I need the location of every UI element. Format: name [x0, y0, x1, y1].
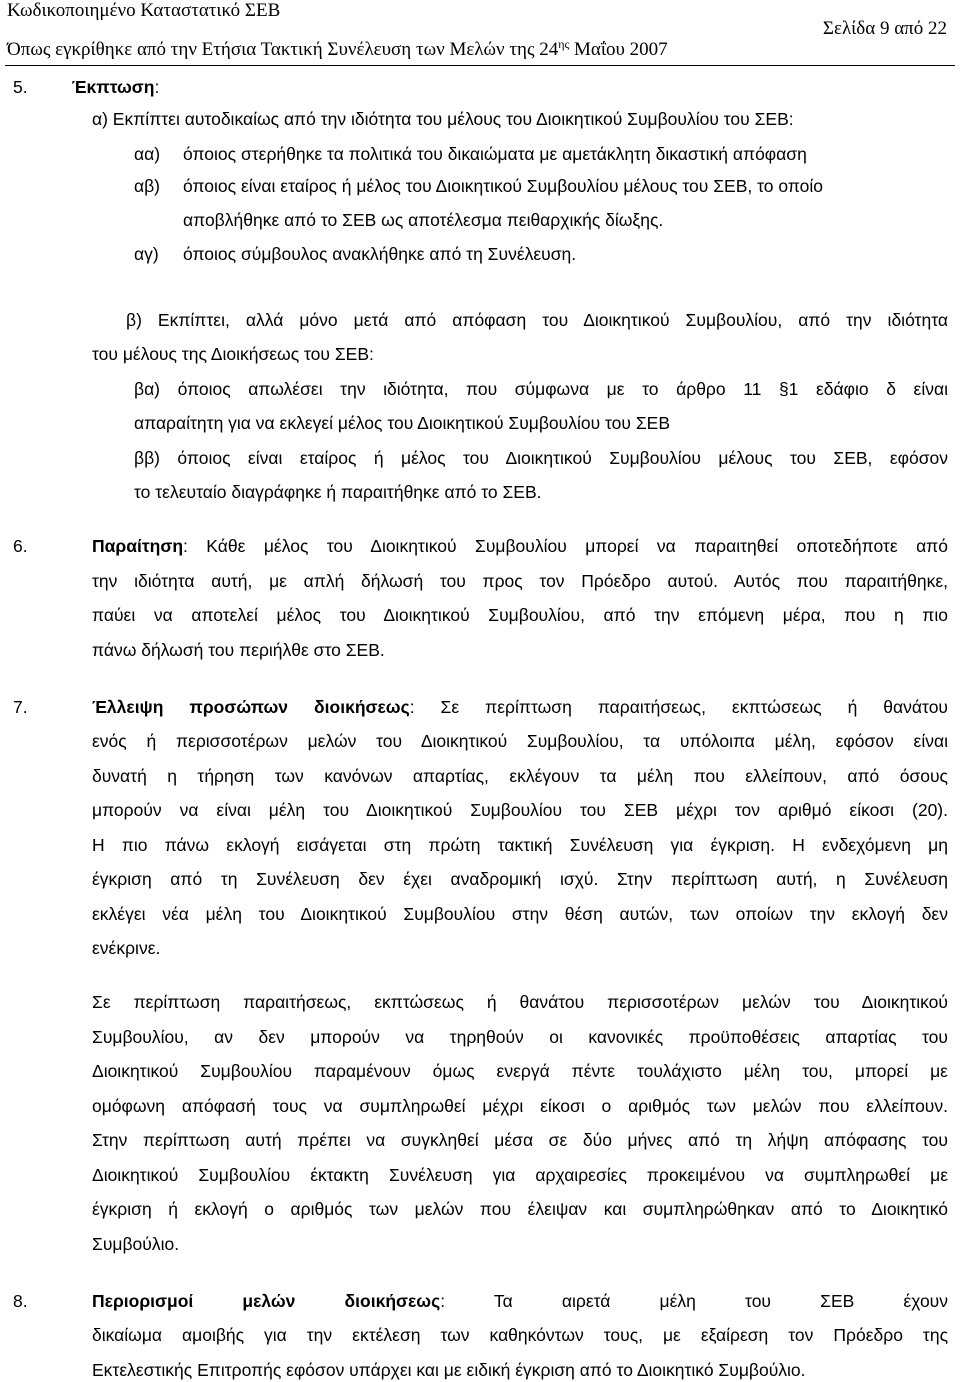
item-aa-text: όποιος στερήθηκε τα πολιτικά του δικαιώματα με αμετάκλητη δικαστική απόφαση	[183, 144, 807, 164]
section-7-para2-line: Στην περίπτωση αυτή πρέπει να συγκληθεί μέσα σε δύο μήνες από τη λήψη απόφασης του	[92, 1130, 948, 1150]
section-7-para2-line: Διοικητικού Συμβουλίου παραμένουν όμως ενεργά πέντε τουλάχιστο μέλη του, μπορεί με	[92, 1061, 948, 1081]
section-7-para2-line: Συμβουλίου, αν δεν μπορούν να τηρηθούν οι κανονικές προϋποθέσεις απαρτίας του	[92, 1027, 948, 1047]
section-7-line: δυνατή η τήρηση των κανόνων απαρτίας, εκλέγουν τα μέλη που ελλείπουν, από όσους	[92, 766, 948, 786]
section-6-line-3: παύει να αποτελεί μέλος του Διοικητικού Συμβουλίου, από την επόμενη μέρα, που η πιο	[92, 605, 948, 625]
section-heading: Έκπτωση	[71, 77, 155, 97]
section-6-number: 6.	[13, 536, 28, 556]
section-5-heading-line: 5. Έκπτωση:	[13, 77, 160, 97]
section-7-line: μπορούν να είναι μέλη του Διοικητικού Συμβουλίου του ΣΕΒ μέχρι τον αριθμό είκοσι (20).	[92, 800, 948, 820]
item-ab-text-2: αποβλήθηκε από το ΣΕΒ ως αποτέλεσμα πειθαρχικής δίωξης.	[183, 210, 664, 230]
section-6-line-1: Παραίτηση: Κάθε μέλος του Διοικητικού Συμβουλίου μπορεί να παραιτηθεί οποτεδήποτε από	[92, 536, 948, 556]
document-subtitle	[7, 39, 668, 61]
section-7-para2-line: έγκριση ή εκλογή ο αριθμός των μελών που έλειψαν και συμπληρώθηκαν από το Διοικητικό	[92, 1199, 948, 1219]
section-7-line: έγκριση από τη Συνέλευση δεν έχει αναδρομική ισχύ. Στην περίπτωση αυτή, η Συνέλευση	[92, 869, 948, 889]
page-header	[0, 0, 960, 70]
header-divider	[5, 65, 955, 66]
item-ab-text-1: όποιος είναι εταίρος ή μέλος του Διοικητικού Συμβουλίου μέλους του ΣΕΒ, το οποίο	[183, 176, 824, 196]
section-8-line-1: Περιορισμοί μελών διοικήσεως: Τα αιρετά μέλη του ΣΕΒ έχουν	[92, 1291, 948, 1311]
section-6-line-2: την ιδιότητα αυτή, με απλή δήλωσή του προς τον Πρόεδρο αυτού. Αυτός που παραιτήθηκε,	[92, 571, 948, 591]
subtitle-ordinal-suffix: ης	[558, 37, 570, 51]
section-5-b-line-1: β) Εκπίπτει, αλλά μόνο μετά από απόφαση του Διοικητικού Συμβουλίου, από την ιδιότητα	[126, 310, 948, 330]
section-7-para2-line: ομόφωνη απόφασή τους να συμπληρωθεί μέχρι είκοσι ο αριθμός των μελών που ελλείπουν.	[92, 1096, 948, 1116]
section-8-number: 8.	[13, 1291, 28, 1311]
section-7-para2-line: Συμβούλιο.	[92, 1234, 180, 1254]
item-ab-label: αβ)	[134, 176, 161, 196]
item-aa-label: αα)	[134, 144, 161, 164]
section-8-heading: Περιορισμοί μελών διοικήσεως	[92, 1291, 441, 1311]
item-ag-text: όποιος σύμβουλος ανακλήθηκε από τη Συνέλευση.	[183, 244, 577, 264]
document-title: Κωδικοποιημένο Καταστατικό ΣΕΒ	[7, 0, 281, 21]
section-6-heading: Παραίτηση	[92, 536, 184, 556]
section-7-line: ενός ή περισσοτέρων μελών του Διοικητικού Συμβουλίου, τα υπόλοιπα μέλη, εφόσον είναι	[92, 731, 948, 751]
item-bb-line-1: ββ) όποιος είναι εταίρος ή μέλος του Διοικητικού Συμβουλίου μέλους του ΣΕΒ, εφόσον	[134, 448, 948, 468]
section-8-line-2: δικαίωμα αμοιβής για την εκτέλεση των καθηκόντων τους, με εξαίρεση τον Πρόεδρο της	[92, 1325, 948, 1345]
section-7-heading: Έλλειψη προσώπων διοικήσεως	[92, 697, 410, 717]
item-ag-label: αγ)	[134, 244, 159, 264]
section-number: 5.	[13, 77, 28, 97]
subtitle-date: Μαΐου 2007	[569, 39, 668, 60]
section-6-line-4: πάνω δήλωσή του περιήλθε στο ΣΕΒ.	[92, 640, 385, 660]
section-7-line: ενέκρινε.	[92, 938, 161, 958]
section-5-a-intro: α) Εκπίπτει αυτοδικαίως από την ιδιότητα του μέλους του Διοικητικού Συμβουλίου του ΣΕΒ:	[92, 109, 794, 129]
section-7-line: εκλέγει νέα μέλη του Διοικητικού Συμβουλίου στην θέση αυτών, των οποίων την εκλογή δεν	[92, 904, 948, 924]
section-7-number: 7.	[13, 697, 28, 717]
page-number: Σελίδα 9 από 22	[822, 18, 947, 39]
section-7-para2-line: Σε περίπτωση παραιτήσεως, εκπτώσεως ή θανάτου περισσοτέρων μελών του Διοικητικού	[92, 992, 948, 1012]
section-7-line: Η πιο πάνω εκλογή εισάγεται στη πρώτη τακτική Συνέλευση για έγκριση. Η ενδεχόμενη μη	[92, 835, 948, 855]
section-7-line-1: Έλλειψη προσώπων διοικήσεως: Σε περίπτωση παραιτήσεως, εκπτώσεως ή θανάτου	[92, 697, 948, 717]
section-7-para2-line: Διοικητικού Συμβουλίου έκτακτη Συνέλευση για αρχαιρεσίες προκειμένου να συμπληρωθεί με	[92, 1165, 948, 1185]
item-bb-line-2: το τελευταίο διαγράφηκε ή παραιτήθηκε από το ΣΕΒ.	[134, 482, 542, 502]
item-ba-line-1: βα) όποιος απωλέσει την ιδιότητα, που σύμφωνα με το άρθρο 11 §1 εδάφιο δ είναι	[134, 379, 948, 399]
section-5-b-line-2: του μέλους της Διοικήσεως του ΣΕΒ:	[92, 344, 374, 364]
section-8-line-3: Εκτελεστικής Επιτροπής εφόσον υπάρχει και με ειδική έγκριση από το Διοικητικό Συμβούλιο.	[92, 1360, 806, 1380]
item-ba-line-2: απαραίτητη για να εκλεγεί μέλος του Διοικητικού Συμβουλίου του ΣΕΒ	[134, 413, 671, 433]
subtitle-text: Όπως εγκρίθηκε από την Ετήσια Τακτική Συνέλευση των Μελών της 24	[7, 39, 559, 60]
